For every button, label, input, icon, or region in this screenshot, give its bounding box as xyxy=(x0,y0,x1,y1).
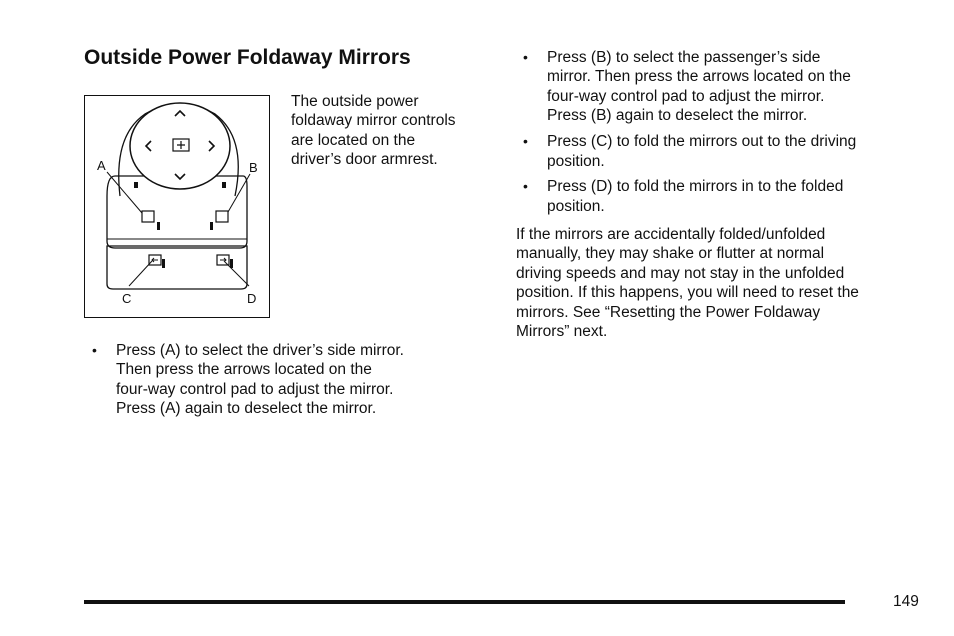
reset-note-paragraph xyxy=(516,225,859,341)
right-bullet-list xyxy=(523,48,856,223)
bullet-line: Press (A) to select the driver’s side mirror. xyxy=(116,342,404,359)
bullet-line: Then press the arrows located on the xyxy=(116,361,372,379)
intro-line: foldaway mirror controls xyxy=(291,112,456,130)
bullet-icon: • xyxy=(92,342,97,358)
bullet-line: position. xyxy=(547,152,605,170)
footer-rule xyxy=(84,600,845,604)
note-line: manually, they may shake or flutter at normal xyxy=(516,245,825,263)
note-line: position. If this happens, you will need to reset the xyxy=(516,284,859,302)
note-line: mirrors. See “Resetting the Power Foldaway xyxy=(516,303,821,321)
bullet-line: Press (A) again to deselect the mirror. xyxy=(116,400,377,418)
bullet-icon: • xyxy=(523,49,528,65)
button-a-icon xyxy=(142,211,154,222)
bullet-line: position. xyxy=(547,197,605,215)
bullet-line: Press (C) to fold the mirrors out to the driving xyxy=(547,133,857,151)
note-line: Mirrors” next. xyxy=(516,323,608,341)
left-bullet-list xyxy=(92,341,404,425)
intro-line: The outside power xyxy=(291,93,419,110)
intro-line: driver’s door armrest. xyxy=(291,151,438,169)
bullet-line: four-way control pad to adjust the mirror. xyxy=(116,380,394,398)
bullet-line: mirror. Then press the arrows located on the xyxy=(547,68,851,86)
bullet-line: Press (B) to select the passenger’s side xyxy=(547,49,821,66)
note-line: driving speeds and may not stay in the unfolded xyxy=(516,264,845,282)
bullet-item-d xyxy=(523,177,856,216)
bullet-item-c xyxy=(523,132,856,171)
intro-line: are located on the xyxy=(291,131,416,149)
section-title: Outside Power Foldaway Mirrors xyxy=(84,46,411,69)
callout-d: D xyxy=(247,291,257,306)
bullet-item-a xyxy=(92,341,404,419)
mirror-control-drawing xyxy=(85,96,271,319)
bullet-line: Press (D) to fold the mirrors in to the folded xyxy=(547,178,844,196)
control-housing-lower xyxy=(107,246,247,289)
bullet-line: four-way control pad to adjust the mirror. xyxy=(547,87,825,105)
bullet-icon: • xyxy=(523,133,528,150)
bullet-line: Press (B) again to deselect the mirror. xyxy=(547,107,808,125)
intro-paragraph xyxy=(291,92,491,170)
mirror-control-illustration xyxy=(84,95,270,318)
callout-b: B xyxy=(249,160,258,175)
callout-c: C xyxy=(122,291,132,306)
bullet-icon: • xyxy=(523,178,528,195)
page-number: 149 xyxy=(893,593,919,610)
button-b-icon xyxy=(216,211,228,222)
callout-a: A xyxy=(97,158,106,173)
note-line: If the mirrors are accidentally folded/unfolded xyxy=(516,226,826,243)
bullet-item-b xyxy=(523,48,856,126)
